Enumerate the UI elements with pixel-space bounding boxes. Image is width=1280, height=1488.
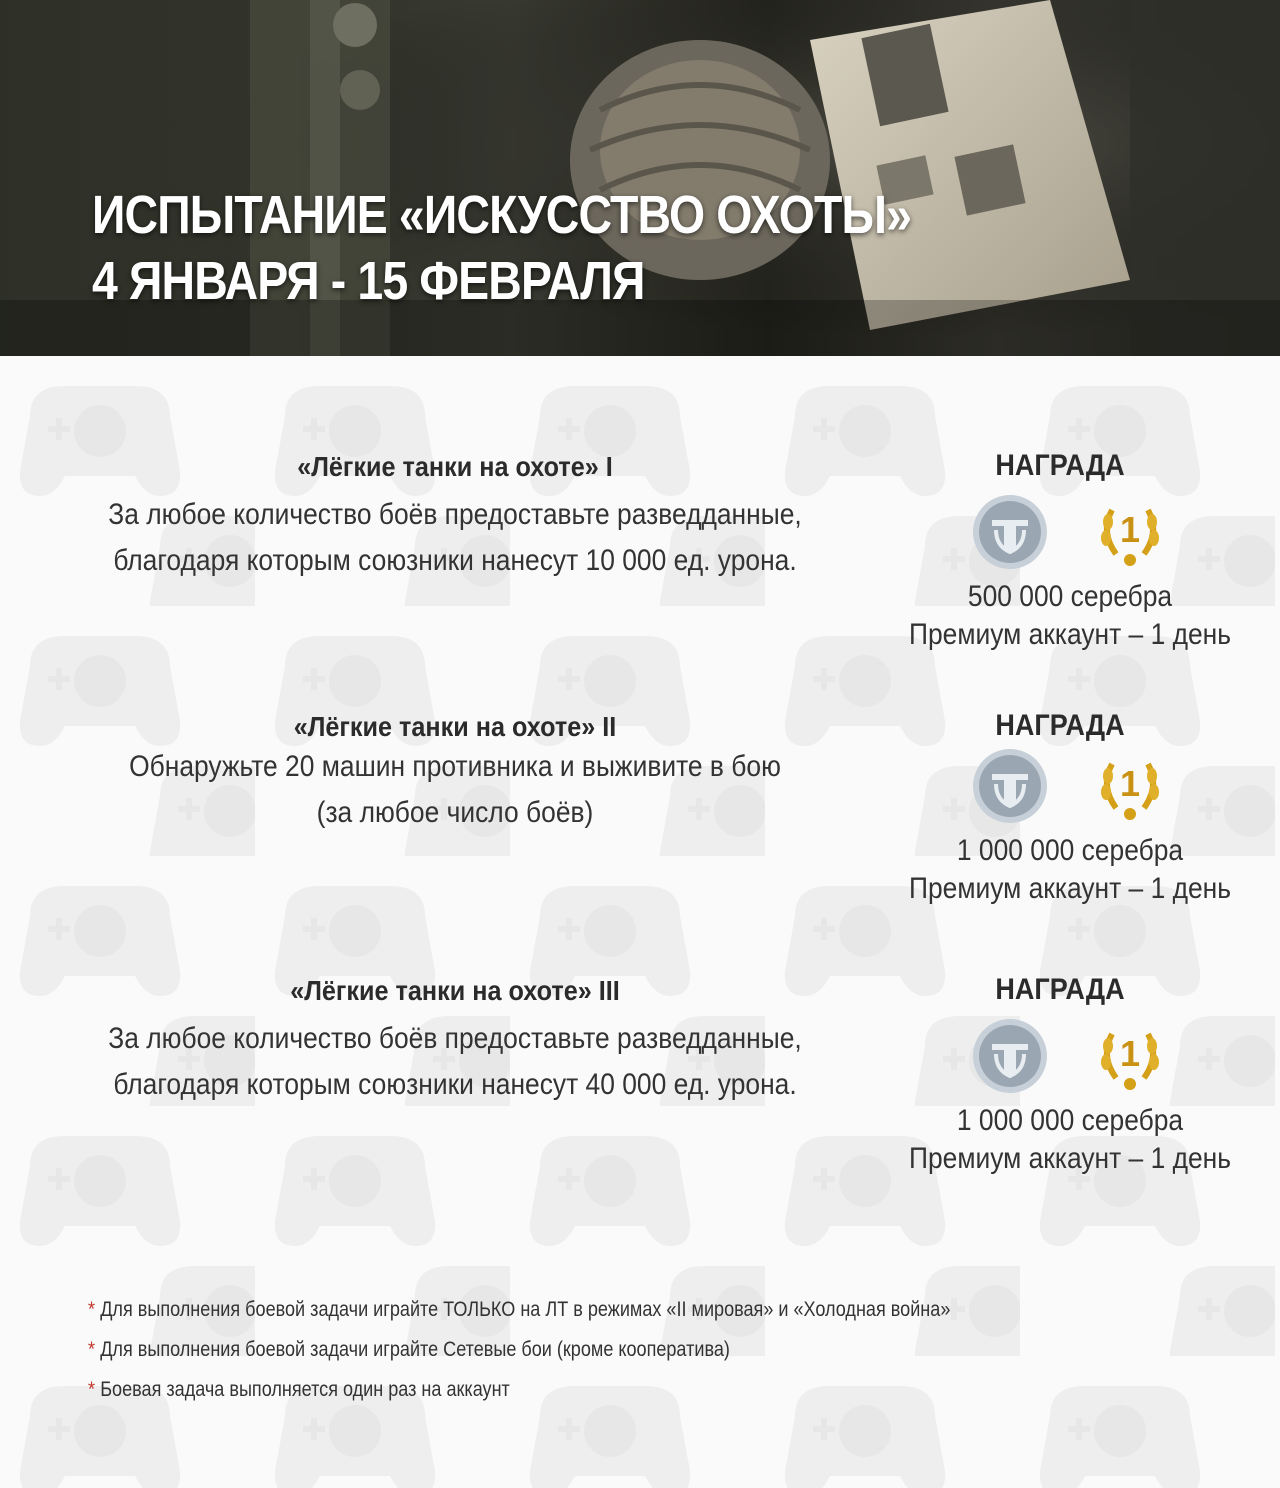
reward-premium: Премиум аккаунт – 1 день [908,872,1232,905]
task-title: «Лёгкие танки на охоте» III [290,975,620,1006]
reward-icons [870,746,1270,826]
reward-silver: 1 000 000 серебра [956,834,1184,867]
task-title: «Лёгкие танки на охоте» II [293,711,617,742]
task-block [30,708,880,836]
footnote-text: Для выполнения боевой задачи играйте Сетевые бои (кроме кооператива) [100,1338,730,1361]
reward-premium: Премиум аккаунт – 1 день [908,618,1232,651]
reward-title: НАГРАДА [995,449,1125,482]
task-description: За любое количество боёв предоставьте разведданные, благодаря которым союзники нанесут 40 000 ед. урона. [108,1022,802,1101]
task-description: Обнаружьте 20 машин противника и выживите в бою (за любое число боёв) [129,750,781,829]
svg-text:1: 1 [1119,1033,1141,1074]
reward-silver: 500 000 серебра [967,580,1173,613]
premium-laurel-icon [1090,1016,1170,1096]
page-title [92,182,911,314]
title-line-dates: 4 ЯНВАРЯ - 15 ФЕВРАЛЯ [92,251,645,311]
footnotes [88,1290,1091,1410]
svg-text:1: 1 [1119,763,1141,804]
footnote-item [88,1330,950,1370]
task-block [30,448,880,584]
svg-text:1: 1 [1119,509,1141,550]
footnote-text: Для выполнения боевой задачи играйте ТОЛЬКО на ЛТ в режимах «II мировая» и «Холодная война» [100,1298,951,1321]
title-line-event: ИСПЫТАНИЕ «ИСКУССТВО ОХОТЫ» [92,185,912,245]
premium-laurel-icon [1090,746,1170,826]
reward-icons [870,492,1270,572]
reward-block [870,446,1270,654]
silver-coin-icon [970,1016,1050,1096]
reward-premium: Премиум аккаунт – 1 день [908,1142,1232,1175]
hero-banner [0,0,1280,356]
task-block [30,972,880,1108]
task-description: За любое количество боёв предоставьте разведданные, благодаря которым союзники нанесут 10 000 ед. урона. [108,498,802,577]
reward-title: НАГРАДА [995,709,1125,742]
asterisk: * [88,1338,96,1361]
footnote-item [88,1290,950,1330]
premium-laurel-icon [1090,492,1170,572]
asterisk: * [88,1298,96,1321]
reward-icons [870,1016,1270,1096]
footnote-item [88,1370,950,1410]
footnote-text: Боевая задача выполняется один раз на аккаунт [100,1378,510,1401]
reward-block [870,970,1270,1178]
task-title: «Лёгкие танки на охоте» I [297,451,613,482]
reward-silver: 1 000 000 серебра [956,1104,1184,1137]
asterisk: * [88,1378,96,1401]
reward-block [870,706,1270,908]
reward-title: НАГРАДА [995,973,1125,1006]
silver-coin-icon [970,492,1050,572]
silver-coin-icon [970,746,1050,826]
